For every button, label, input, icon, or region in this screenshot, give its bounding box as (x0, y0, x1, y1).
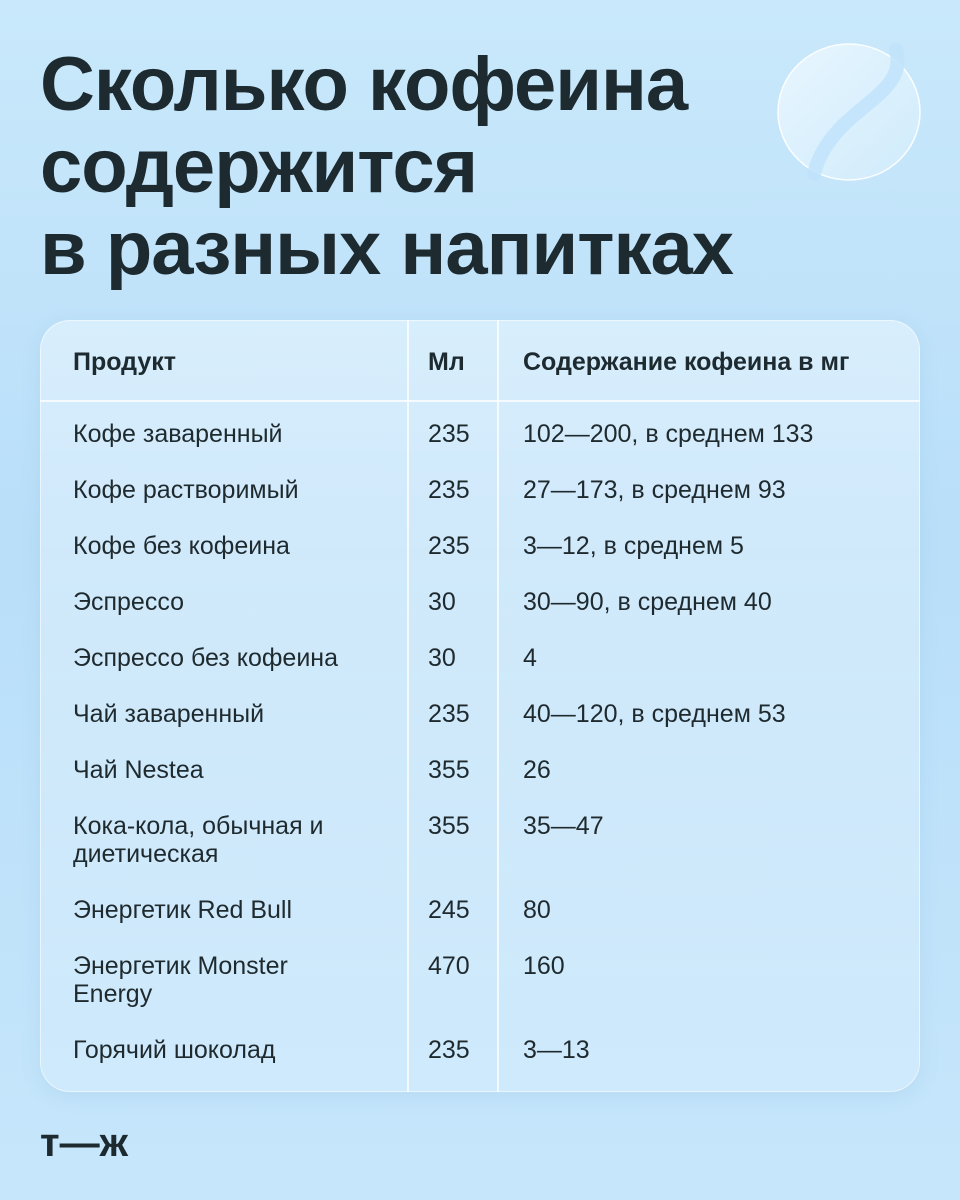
header-caffeine: Содержание кофеина в мг (523, 348, 850, 376)
caffeine-table (40, 320, 920, 1092)
title-line-2: содержится (40, 124, 478, 209)
brand-logo-text: т—ж (40, 1124, 128, 1164)
product-cell: Эспрессо (73, 588, 184, 616)
header-divider (40, 400, 920, 402)
ml-cell: 235 (428, 420, 470, 448)
brand-logo (40, 1124, 200, 1164)
caffeine-cell: 35—47 (523, 812, 604, 840)
caffeine-cell: 160 (523, 952, 565, 980)
product-cell: Кофе заваренный (73, 420, 283, 448)
product-cell: Энергетик Red Bull (73, 896, 293, 924)
header-ml: Мл (428, 348, 465, 376)
caffeine-cell: 40—120, в среднем 53 (523, 700, 786, 728)
ml-cell: 235 (428, 1036, 470, 1064)
ml-cell: 470 (428, 952, 470, 980)
product-cell: Кофе растворимый (73, 476, 299, 504)
title-line-3: в разных напитках (40, 206, 734, 291)
product-cell: Чай заваренный (73, 700, 265, 728)
caffeine-cell: 26 (523, 756, 551, 784)
ml-cell: 245 (428, 896, 470, 924)
caffeine-cell: 30—90, в среднем 40 (523, 588, 772, 616)
ml-cell: 30 (428, 644, 456, 672)
caffeine-cell: 27—173, в среднем 93 (523, 476, 786, 504)
page-title (40, 44, 733, 290)
product-cell: Энергетик Monster Energy (73, 952, 288, 1008)
ml-cell: 235 (428, 476, 470, 504)
header-product: Продукт (73, 348, 177, 376)
product-cell: Кофе без кофеина (73, 532, 290, 560)
column-divider (407, 320, 409, 1092)
ml-cell: 30 (428, 588, 456, 616)
ml-cell: 235 (428, 532, 470, 560)
caffeine-cell: 3—13 (523, 1036, 590, 1064)
product-cell: Горячий шоколад (73, 1036, 276, 1064)
caffeine-cell: 4 (523, 644, 537, 672)
product-cell: Чай Nestea (73, 756, 204, 784)
coffee-bean-icon (770, 38, 928, 186)
ml-cell: 355 (428, 756, 470, 784)
caffeine-cell: 3—12, в среднем 5 (523, 532, 744, 560)
product-cell: Эспрессо без кофеина (73, 644, 339, 672)
caffeine-cell: 102—200, в среднем 133 (523, 420, 814, 448)
ml-cell: 355 (428, 812, 470, 840)
product-cell: Кока-кола, обычная и диетическая (73, 812, 324, 868)
caffeine-cell: 80 (523, 896, 551, 924)
ml-cell: 235 (428, 700, 470, 728)
title-line-1: Сколько кофеина (40, 42, 688, 127)
